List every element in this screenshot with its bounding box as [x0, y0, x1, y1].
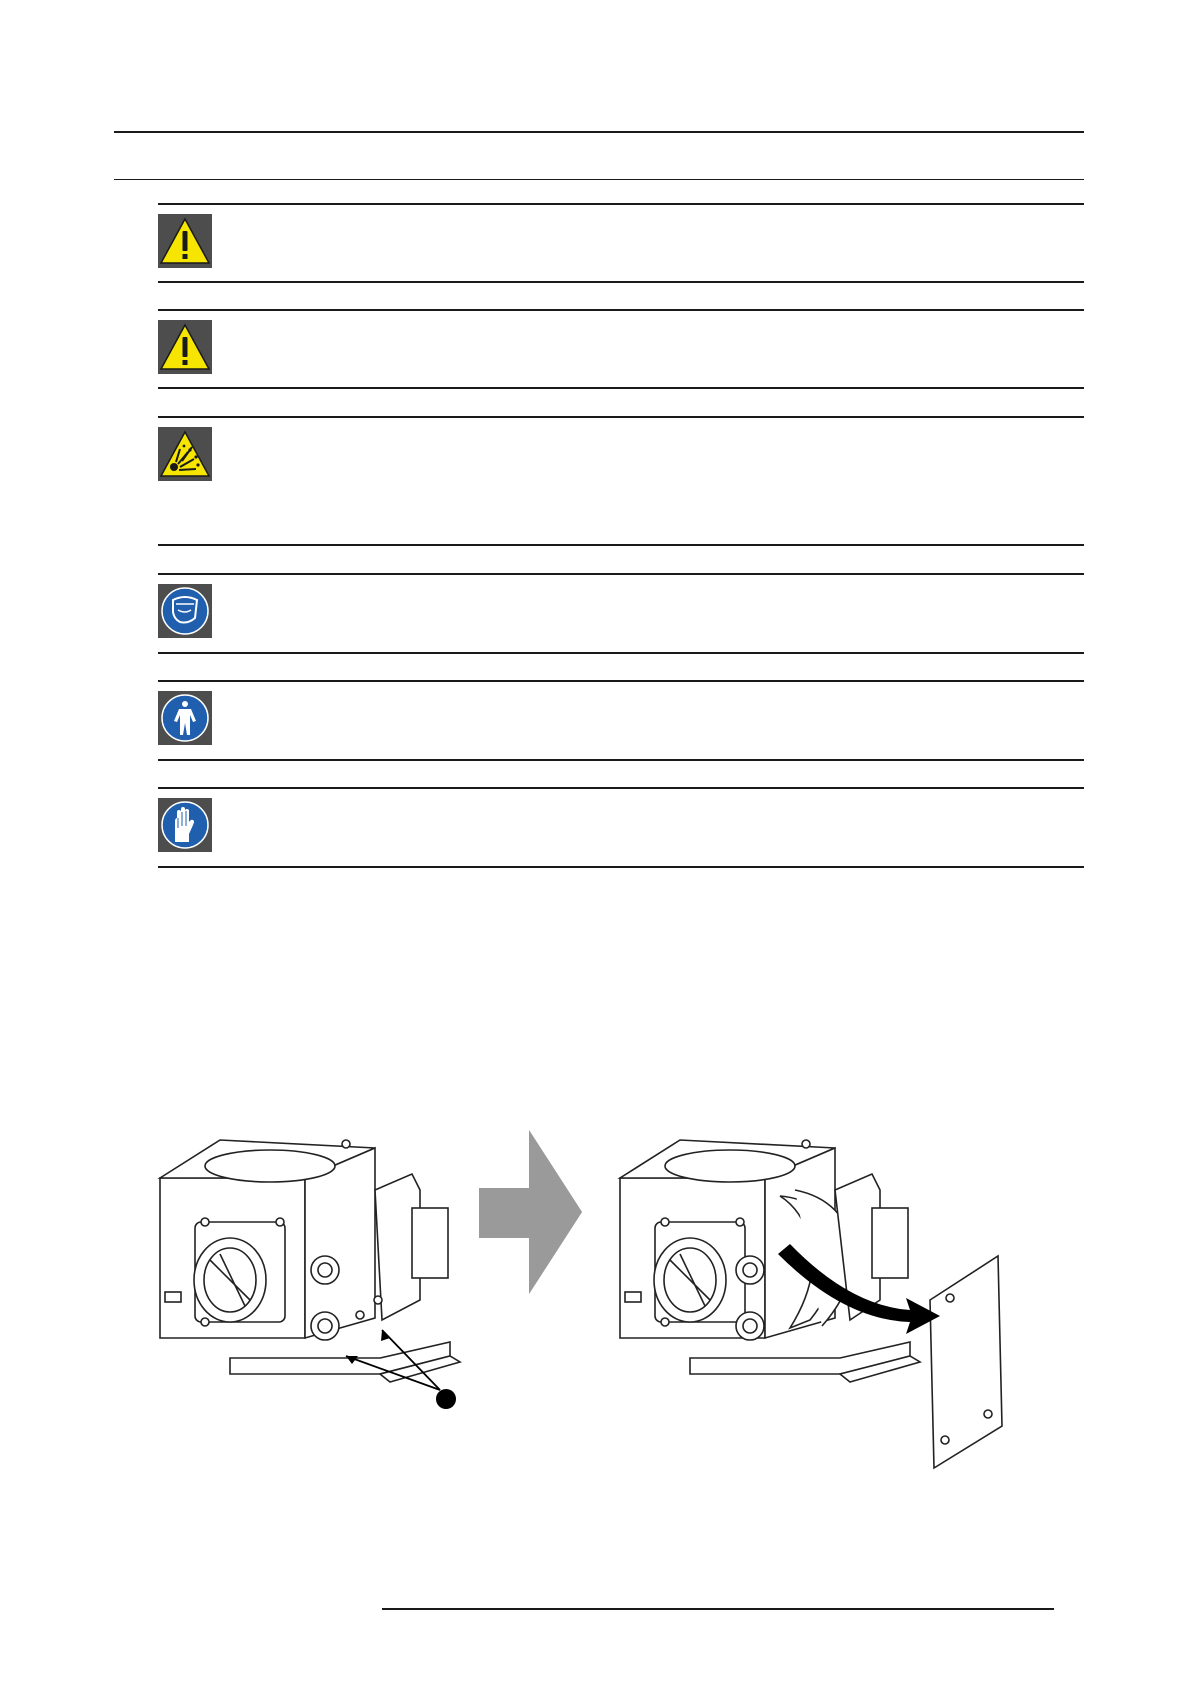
cover-removal-figure [150, 1130, 1090, 1470]
callout-marker [436, 1389, 456, 1409]
caution-notice-1 [158, 203, 1084, 283]
lamp-house-before [160, 1140, 460, 1382]
warning-triangle-icon [158, 214, 212, 268]
header-rule-bottom [114, 179, 1084, 180]
face-shield-notice [158, 573, 1084, 654]
protective-gloves-notice [158, 787, 1084, 868]
warning-triangle-icon [158, 320, 212, 374]
face-shield-icon [158, 584, 212, 638]
leader-arrowhead [381, 1330, 390, 1341]
header-rule-top [114, 131, 1084, 133]
footer-rule [382, 1608, 1054, 1610]
explosion-hazard-notice [158, 416, 1084, 546]
removed-cover-panel [930, 1256, 1002, 1468]
lamp-house-after [620, 1140, 1002, 1468]
explosion-hazard-icon [158, 427, 212, 481]
protective-clothing-icon [158, 691, 212, 745]
protective-clothing-notice [158, 680, 1084, 761]
caution-notice-2 [158, 309, 1084, 389]
protective-gloves-icon [158, 798, 212, 852]
